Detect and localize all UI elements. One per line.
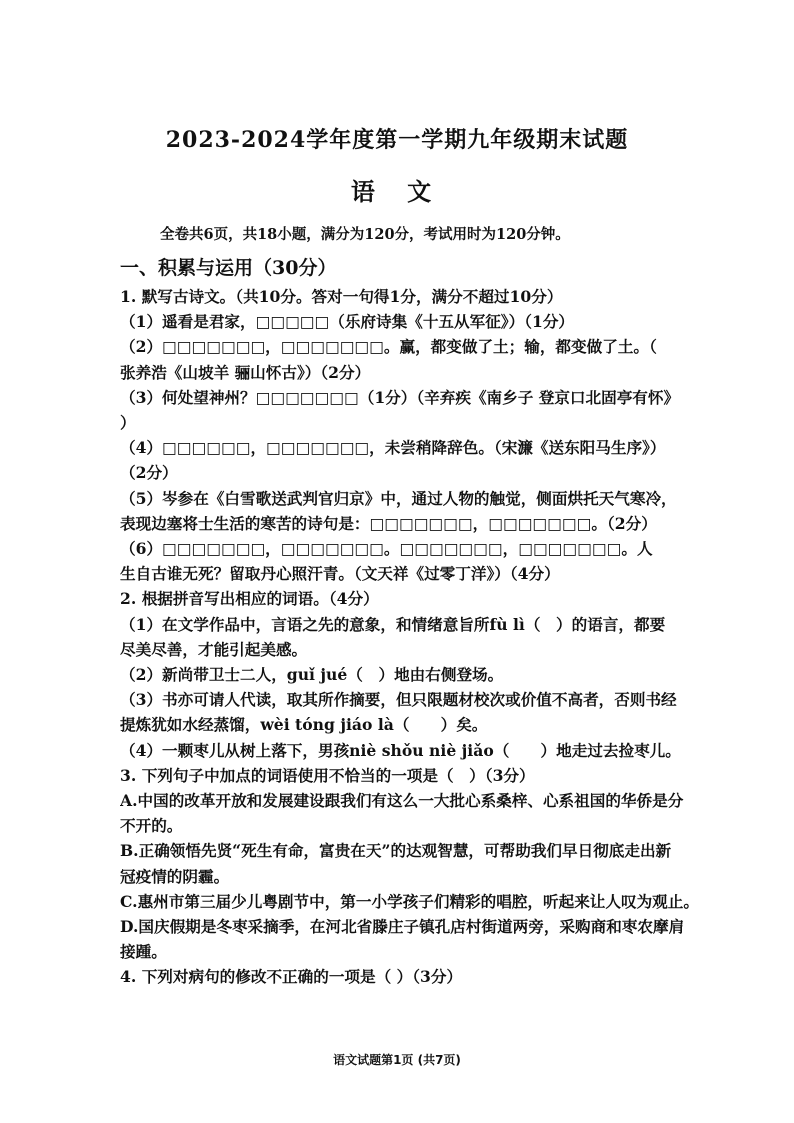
text-line: C.惠州市第三届少儿粤剧节中，第一小学孩子们精彩的唱腔，听起来让人叹为观止。 xyxy=(120,891,699,911)
text-line: （6）□□□□□□□，□□□□□□□。□□□□□□□，□□□□□□□。人 xyxy=(120,539,653,559)
text-line: （1）在文学作品中，言语之先的意象，和情绪意旨所fù lì（ ）的语言，都要 xyxy=(120,614,666,634)
text-line: （3）何处望神州？□□□□□□□（1分）（辛弃疾《南乡子 登京口北固亭有怀》 xyxy=(120,387,680,407)
text-line: 接踵。 xyxy=(120,942,167,962)
exam-subject: 语 文 xyxy=(350,177,444,206)
text-line: （1）遥看是君家，□□□□□（乐府诗集《十五从军征》）（1分） xyxy=(120,312,575,332)
text-line: （2分） xyxy=(120,463,178,483)
exam-title: 2023-2024学年度第一学期九年级期末试题 xyxy=(165,127,629,153)
text-line: 提炼犹如水经蒸馏，wèi tóng jiáo là（ ）矣。 xyxy=(120,715,488,735)
text-line: （5）岑参在《白雪歌送武判官归京》中，通过人物的触觉，侧面烘托天气寒冷， xyxy=(120,488,677,508)
section-heading: 一、积累与运用（30分） xyxy=(120,257,337,279)
text-line: ） xyxy=(120,413,136,433)
text-line: 1. 默写古诗文。（共10分。答对一句得1分，满分不超过10分） xyxy=(120,287,563,306)
text-line: 表现边塞将士生活的寒苦的诗句是：□□□□□□□，□□□□□□□。（2分） xyxy=(120,513,657,533)
text-line: （2）□□□□□□□，□□□□□□□。赢，都变做了土；输，都变做了土。（ xyxy=(120,337,657,357)
text-line: B.正确领悟先贤“死生有命，富贵在天”的达观智慧，可帮助我们早日彻底走出新 xyxy=(120,841,672,861)
text-line: （4）一颗枣儿从树上落下，男孩niè shǒu niè jiǎo（ ）地走过去捡枣儿。 xyxy=(120,740,681,760)
text-line: 3. 下列句子中加点的词语使用不恰当的一项是（ ）（3分） xyxy=(120,765,535,785)
text-line: A.中国的改革开放和发展建设跟我们有这么一大批心系桑梓、心系祖国的华侨是分 xyxy=(120,791,684,811)
text-line: D.国庆假期是冬枣采摘季，在河北省滕庄子镇孔店村街道两旁，采购商和枣农摩肩 xyxy=(120,917,685,937)
text-line: （4）□□□□□□，□□□□□□□，未尝稍降辞色。（宋濂《送东阳马生序》） xyxy=(120,438,666,458)
text-line: 不开的。 xyxy=(120,816,183,836)
exam-intro: 全卷共6页，共18小题，满分为120分，考试用时为120分钟。 xyxy=(160,226,570,243)
text-line: 冠疫情的阴霾。 xyxy=(120,866,230,886)
page-footer: 语文试题第1页 (共7页) xyxy=(333,1053,461,1067)
text-line: （3）书亦可请人代读，取其所作摘要，但只限题材校次或价值不高者，否则书经 xyxy=(120,690,677,710)
text-line: （2）新尚带卫士二人，guǐ jué（ ）地由右侧登场。 xyxy=(120,665,504,685)
text-line: 4. 下列对病句的修改不正确的一项是（ ）（3分） xyxy=(120,967,463,987)
text-line: 尽美尽善，才能引起美感。 xyxy=(120,639,308,659)
text-line: 张养浩《山坡羊 骊山怀古》）（2分） xyxy=(120,362,371,382)
text-line: 2. 根据拼音写出相应的词语。（4分） xyxy=(120,589,379,609)
text-line: 生自古谁无死？留取丹心照汗青。（文天祥《过零丁洋》）（4分） xyxy=(120,564,560,584)
question-content xyxy=(120,284,748,990)
